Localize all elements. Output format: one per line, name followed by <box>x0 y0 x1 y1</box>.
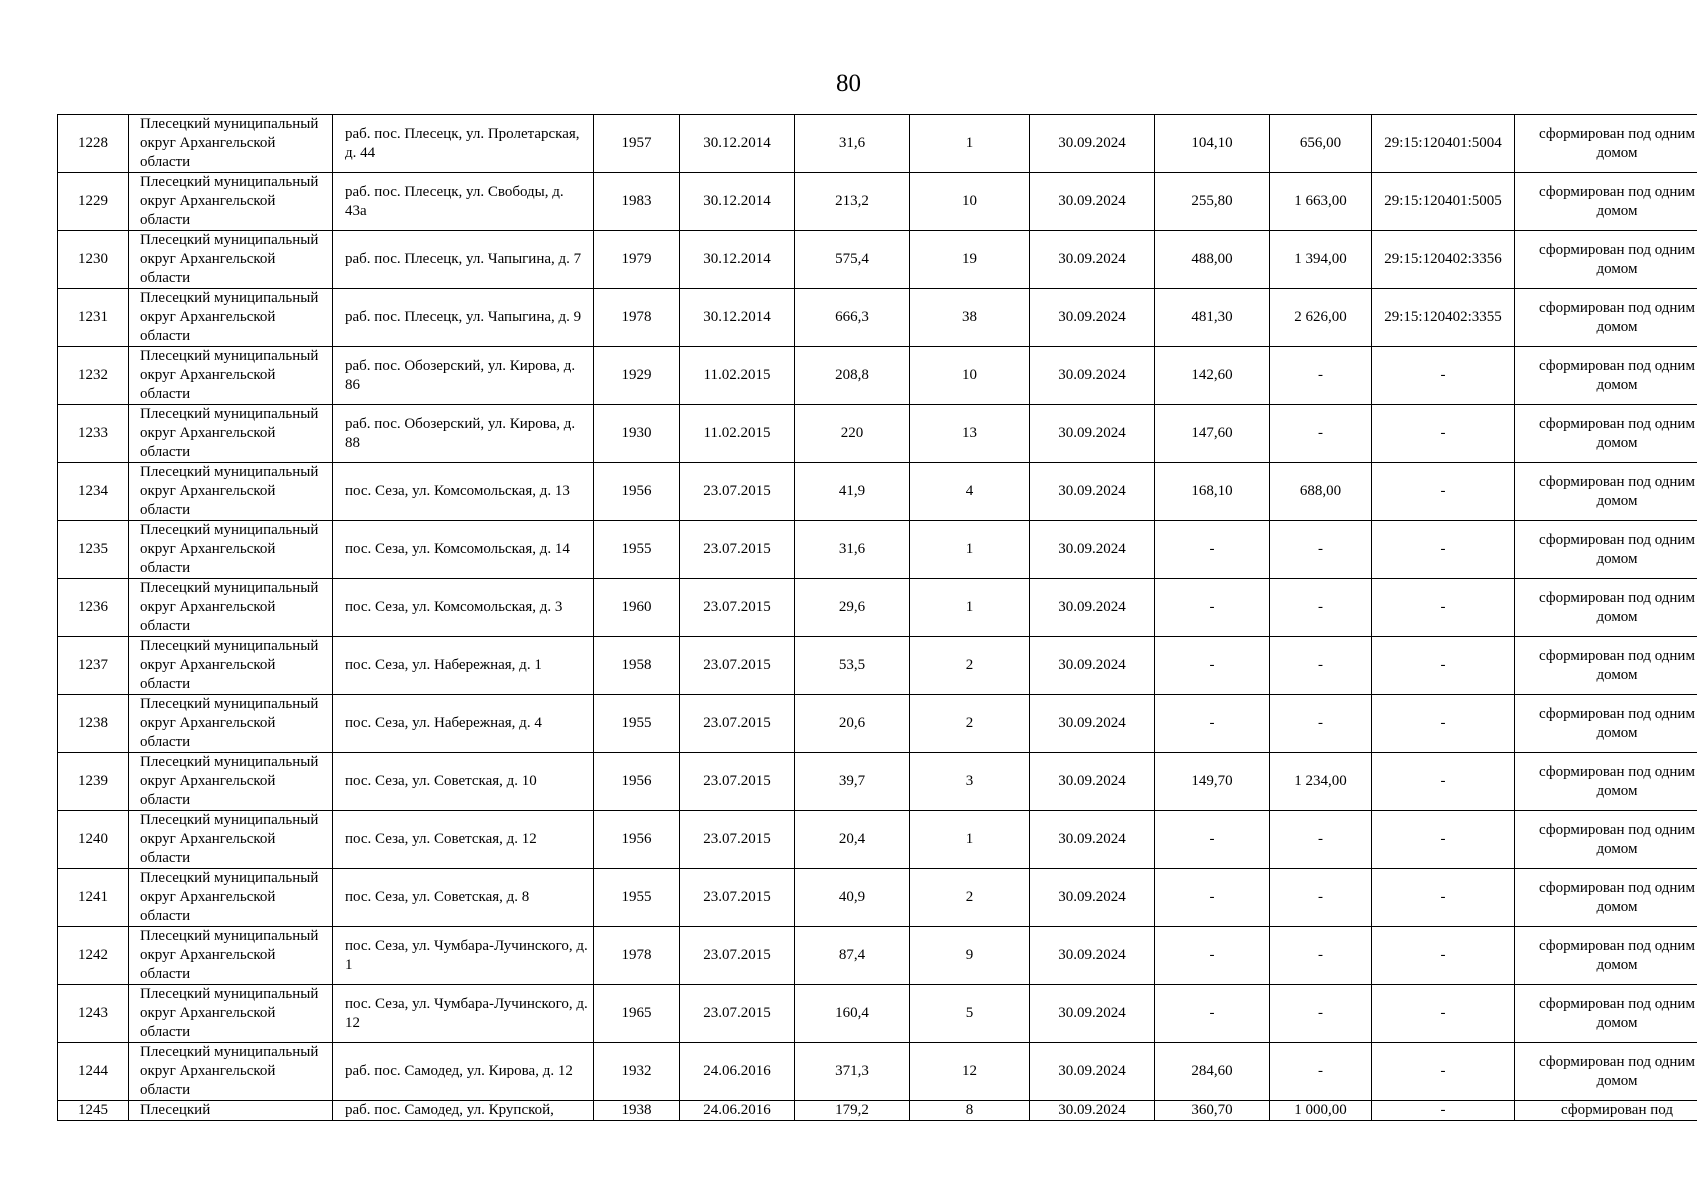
table-row <box>58 231 1697 289</box>
recognition-date-cell: 23.07.2015 <box>680 637 795 695</box>
residents-cell: 13 <box>910 405 1030 463</box>
year-cell: 1955 <box>594 869 680 927</box>
land-status-cell: сформирован под одним домом <box>1515 811 1697 869</box>
table-row <box>58 347 1697 405</box>
row-number-cell: 1241 <box>58 869 129 927</box>
residents-cell: 19 <box>910 231 1030 289</box>
address-cell: раб. пос. Обозерский, ул. Кирова, д. 88 <box>333 405 594 463</box>
table-row <box>58 869 1697 927</box>
value-cell-b: 1 663,00 <box>1270 173 1372 231</box>
value-cell-a: 142,60 <box>1155 347 1270 405</box>
land-status-cell: сформирован под одним домом <box>1515 927 1697 985</box>
row-number-cell: 1240 <box>58 811 129 869</box>
year-cell: 1983 <box>594 173 680 231</box>
planned-date-cell: 30.09.2024 <box>1030 753 1155 811</box>
recognition-date-cell: 11.02.2015 <box>680 405 795 463</box>
address-cell: пос. Сеза, ул. Чумбара-Лучинского, д. 1 <box>333 927 594 985</box>
value-cell-a: - <box>1155 927 1270 985</box>
area-cell: 31,6 <box>795 521 910 579</box>
land-status-cell: сформирован под одним домом <box>1515 579 1697 637</box>
address-cell: раб. пос. Самодед, ул. Крупской, <box>333 1101 594 1121</box>
area-cell: 220 <box>795 405 910 463</box>
planned-date-cell: 30.09.2024 <box>1030 521 1155 579</box>
year-cell: 1930 <box>594 405 680 463</box>
value-cell-b: - <box>1270 579 1372 637</box>
table-row <box>58 405 1697 463</box>
residents-cell: 8 <box>910 1101 1030 1121</box>
residents-cell: 10 <box>910 173 1030 231</box>
value-cell-b: - <box>1270 405 1372 463</box>
table-row <box>58 521 1697 579</box>
table-row <box>58 985 1697 1043</box>
residents-cell: 9 <box>910 927 1030 985</box>
area-cell: 53,5 <box>795 637 910 695</box>
row-number-cell: 1235 <box>58 521 129 579</box>
value-cell-b: - <box>1270 637 1372 695</box>
land-status-cell: сформирован под одним домом <box>1515 637 1697 695</box>
land-status-cell: сформирован под одним домом <box>1515 405 1697 463</box>
area-cell: 31,6 <box>795 115 910 173</box>
planned-date-cell: 30.09.2024 <box>1030 695 1155 753</box>
recognition-date-cell: 30.12.2014 <box>680 115 795 173</box>
value-cell-b: - <box>1270 1043 1372 1101</box>
year-cell: 1929 <box>594 347 680 405</box>
owner-cell: Плесецкий муниципальный округ Архангельской области <box>129 985 333 1043</box>
land-status-cell: сформирован под одним домом <box>1515 985 1697 1043</box>
year-cell: 1965 <box>594 985 680 1043</box>
recognition-date-cell: 11.02.2015 <box>680 347 795 405</box>
area-cell: 575,4 <box>795 231 910 289</box>
planned-date-cell: 30.09.2024 <box>1030 173 1155 231</box>
area-cell: 20,4 <box>795 811 910 869</box>
owner-cell: Плесецкий муниципальный округ Архангельской области <box>129 115 333 173</box>
land-status-cell: сформирован под одним домом <box>1515 521 1697 579</box>
year-cell: 1932 <box>594 1043 680 1101</box>
land-status-cell: сформирован под одним домом <box>1515 1043 1697 1101</box>
owner-cell: Плесецкий муниципальный округ Архангельской области <box>129 753 333 811</box>
value-cell-a: 255,80 <box>1155 173 1270 231</box>
residents-cell: 2 <box>910 869 1030 927</box>
row-number-cell: 1234 <box>58 463 129 521</box>
planned-date-cell: 30.09.2024 <box>1030 289 1155 347</box>
planned-date-cell: 30.09.2024 <box>1030 463 1155 521</box>
owner-cell: Плесецкий муниципальный округ Архангельской области <box>129 405 333 463</box>
table-row <box>58 753 1697 811</box>
address-cell: раб. пос. Плесецк, ул. Чапыгина, д. 7 <box>333 231 594 289</box>
year-cell: 1960 <box>594 579 680 637</box>
owner-cell: Плесецкий муниципальный округ Архангельской области <box>129 695 333 753</box>
year-cell: 1938 <box>594 1101 680 1121</box>
residents-cell: 1 <box>910 521 1030 579</box>
area-cell: 208,8 <box>795 347 910 405</box>
recognition-date-cell: 24.06.2016 <box>680 1101 795 1121</box>
row-number-cell: 1236 <box>58 579 129 637</box>
residents-cell: 2 <box>910 637 1030 695</box>
table-row <box>58 637 1697 695</box>
year-cell: 1978 <box>594 289 680 347</box>
value-cell-a: 149,70 <box>1155 753 1270 811</box>
owner-cell: Плесецкий муниципальный округ Архангельской области <box>129 927 333 985</box>
area-cell: 160,4 <box>795 985 910 1043</box>
address-cell: раб. пос. Плесецк, ул. Пролетарская, д. 44 <box>333 115 594 173</box>
residents-cell: 1 <box>910 115 1030 173</box>
owner-cell: Плесецкий муниципальный округ Архангельской области <box>129 811 333 869</box>
recognition-date-cell: 23.07.2015 <box>680 579 795 637</box>
planned-date-cell: 30.09.2024 <box>1030 1043 1155 1101</box>
owner-cell: Плесецкий муниципальный округ Архангельской области <box>129 637 333 695</box>
cadastral-number-cell: 29:15:120402:3356 <box>1372 231 1515 289</box>
value-cell-a: - <box>1155 579 1270 637</box>
owner-cell: Плесецкий муниципальный округ Архангельской области <box>129 521 333 579</box>
residents-cell: 38 <box>910 289 1030 347</box>
residents-cell: 10 <box>910 347 1030 405</box>
row-number-cell: 1231 <box>58 289 129 347</box>
value-cell-a: 104,10 <box>1155 115 1270 173</box>
planned-date-cell: 30.09.2024 <box>1030 927 1155 985</box>
value-cell-a: - <box>1155 985 1270 1043</box>
table-row <box>58 289 1697 347</box>
table-row <box>58 1101 1697 1121</box>
address-cell: пос. Сеза, ул. Советская, д. 10 <box>333 753 594 811</box>
area-cell: 213,2 <box>795 173 910 231</box>
owner-cell: Плесецкий муниципальный округ Архангельской области <box>129 173 333 231</box>
value-cell-b: - <box>1270 695 1372 753</box>
value-cell-a: 481,30 <box>1155 289 1270 347</box>
value-cell-a: - <box>1155 869 1270 927</box>
table-row <box>58 115 1697 173</box>
residents-cell: 12 <box>910 1043 1030 1101</box>
residents-cell: 3 <box>910 753 1030 811</box>
recognition-date-cell: 23.07.2015 <box>680 869 795 927</box>
planned-date-cell: 30.09.2024 <box>1030 985 1155 1043</box>
row-number-cell: 1228 <box>58 115 129 173</box>
cadastral-number-cell: 29:15:120402:3355 <box>1372 289 1515 347</box>
address-cell: раб. пос. Плесецк, ул. Чапыгина, д. 9 <box>333 289 594 347</box>
value-cell-a: - <box>1155 811 1270 869</box>
cadastral-number-cell: - <box>1372 637 1515 695</box>
planned-date-cell: 30.09.2024 <box>1030 231 1155 289</box>
table-body <box>58 115 1697 1121</box>
table-row <box>58 579 1697 637</box>
area-cell: 40,9 <box>795 869 910 927</box>
year-cell: 1978 <box>594 927 680 985</box>
residents-cell: 5 <box>910 985 1030 1043</box>
year-cell: 1979 <box>594 231 680 289</box>
land-status-cell: сформирован под одним домом <box>1515 231 1697 289</box>
land-status-cell: сформирован под одним домом <box>1515 289 1697 347</box>
owner-cell: Плесецкий муниципальный округ Архангельской области <box>129 289 333 347</box>
row-number-cell: 1239 <box>58 753 129 811</box>
value-cell-b: - <box>1270 347 1372 405</box>
value-cell-b: 2 626,00 <box>1270 289 1372 347</box>
year-cell: 1955 <box>594 521 680 579</box>
address-cell: пос. Сеза, ул. Набережная, д. 4 <box>333 695 594 753</box>
planned-date-cell: 30.09.2024 <box>1030 869 1155 927</box>
table-row <box>58 811 1697 869</box>
recognition-date-cell: 23.07.2015 <box>680 521 795 579</box>
recognition-date-cell: 30.12.2014 <box>680 289 795 347</box>
page-number: 80 <box>836 70 861 97</box>
value-cell-b: - <box>1270 869 1372 927</box>
recognition-date-cell: 30.12.2014 <box>680 173 795 231</box>
value-cell-a: 284,60 <box>1155 1043 1270 1101</box>
cadastral-number-cell: - <box>1372 753 1515 811</box>
value-cell-a: - <box>1155 695 1270 753</box>
cadastral-number-cell: 29:15:120401:5005 <box>1372 173 1515 231</box>
owner-cell: Плесецкий <box>129 1101 333 1121</box>
year-cell: 1958 <box>594 637 680 695</box>
address-cell: пос. Сеза, ул. Комсомольская, д. 14 <box>333 521 594 579</box>
value-cell-a: 168,10 <box>1155 463 1270 521</box>
area-cell: 179,2 <box>795 1101 910 1121</box>
area-cell: 666,3 <box>795 289 910 347</box>
recognition-date-cell: 23.07.2015 <box>680 811 795 869</box>
row-number-cell: 1230 <box>58 231 129 289</box>
value-cell-b: - <box>1270 927 1372 985</box>
table-row <box>58 695 1697 753</box>
cadastral-number-cell: - <box>1372 985 1515 1043</box>
year-cell: 1956 <box>594 463 680 521</box>
area-cell: 20,6 <box>795 695 910 753</box>
row-number-cell: 1229 <box>58 173 129 231</box>
value-cell-b: - <box>1270 985 1372 1043</box>
recognition-date-cell: 23.07.2015 <box>680 695 795 753</box>
cadastral-number-cell: - <box>1372 695 1515 753</box>
table-row <box>58 927 1697 985</box>
owner-cell: Плесецкий муниципальный округ Архангельской области <box>129 231 333 289</box>
row-number-cell: 1242 <box>58 927 129 985</box>
owner-cell: Плесецкий муниципальный округ Архангельской области <box>129 579 333 637</box>
recognition-date-cell: 23.07.2015 <box>680 463 795 521</box>
row-number-cell: 1243 <box>58 985 129 1043</box>
value-cell-b: 688,00 <box>1270 463 1372 521</box>
area-cell: 41,9 <box>795 463 910 521</box>
cadastral-number-cell: - <box>1372 463 1515 521</box>
cadastral-number-cell: - <box>1372 405 1515 463</box>
table-row <box>58 173 1697 231</box>
address-cell: раб. пос. Плесецк, ул. Свободы, д. 43а <box>333 173 594 231</box>
cadastral-number-cell: - <box>1372 347 1515 405</box>
planned-date-cell: 30.09.2024 <box>1030 347 1155 405</box>
year-cell: 1957 <box>594 115 680 173</box>
year-cell: 1956 <box>594 753 680 811</box>
value-cell-a: 360,70 <box>1155 1101 1270 1121</box>
area-cell: 371,3 <box>795 1043 910 1101</box>
recognition-date-cell: 30.12.2014 <box>680 231 795 289</box>
planned-date-cell: 30.09.2024 <box>1030 811 1155 869</box>
planned-date-cell: 30.09.2024 <box>1030 1101 1155 1121</box>
row-number-cell: 1244 <box>58 1043 129 1101</box>
land-status-cell: сформирован под одним домом <box>1515 173 1697 231</box>
row-number-cell: 1233 <box>58 405 129 463</box>
cadastral-number-cell: - <box>1372 811 1515 869</box>
address-cell: пос. Сеза, ул. Набережная, д. 1 <box>333 637 594 695</box>
owner-cell: Плесецкий муниципальный округ Архангельской области <box>129 1043 333 1101</box>
row-number-cell: 1245 <box>58 1101 129 1121</box>
planned-date-cell: 30.09.2024 <box>1030 405 1155 463</box>
address-cell: пос. Сеза, ул. Чумбара-Лучинского, д. 12 <box>333 985 594 1043</box>
row-number-cell: 1237 <box>58 637 129 695</box>
address-cell: пос. Сеза, ул. Комсомольская, д. 3 <box>333 579 594 637</box>
value-cell-b: 1 234,00 <box>1270 753 1372 811</box>
year-cell: 1956 <box>594 811 680 869</box>
address-cell: раб. пос. Самодед, ул. Кирова, д. 12 <box>333 1043 594 1101</box>
value-cell-b: - <box>1270 811 1372 869</box>
address-cell: пос. Сеза, ул. Советская, д. 12 <box>333 811 594 869</box>
land-status-cell: сформирован под одним домом <box>1515 695 1697 753</box>
recognition-date-cell: 23.07.2015 <box>680 927 795 985</box>
land-status-cell: сформирован под одним домом <box>1515 347 1697 405</box>
land-status-cell: сформирован под одним домом <box>1515 753 1697 811</box>
residents-cell: 1 <box>910 579 1030 637</box>
land-status-cell: сформирован под <box>1515 1101 1697 1121</box>
recognition-date-cell: 23.07.2015 <box>680 985 795 1043</box>
table-row <box>58 463 1697 521</box>
residents-cell: 4 <box>910 463 1030 521</box>
row-number-cell: 1232 <box>58 347 129 405</box>
address-cell: пос. Сеза, ул. Комсомольская, д. 13 <box>333 463 594 521</box>
value-cell-b: 1 000,00 <box>1270 1101 1372 1121</box>
land-status-cell: сформирован под одним домом <box>1515 869 1697 927</box>
row-number-cell: 1238 <box>58 695 129 753</box>
value-cell-a: 488,00 <box>1155 231 1270 289</box>
area-cell: 29,6 <box>795 579 910 637</box>
planned-date-cell: 30.09.2024 <box>1030 637 1155 695</box>
value-cell-a: - <box>1155 521 1270 579</box>
cadastral-number-cell: - <box>1372 927 1515 985</box>
housing-registry-table <box>57 114 1697 1121</box>
residents-cell: 1 <box>910 811 1030 869</box>
value-cell-b: 1 394,00 <box>1270 231 1372 289</box>
area-cell: 39,7 <box>795 753 910 811</box>
year-cell: 1955 <box>594 695 680 753</box>
owner-cell: Плесецкий муниципальный округ Архангельской области <box>129 347 333 405</box>
planned-date-cell: 30.09.2024 <box>1030 579 1155 637</box>
cadastral-number-cell: - <box>1372 869 1515 927</box>
area-cell: 87,4 <box>795 927 910 985</box>
value-cell-b: 656,00 <box>1270 115 1372 173</box>
recognition-date-cell: 23.07.2015 <box>680 753 795 811</box>
recognition-date-cell: 24.06.2016 <box>680 1043 795 1101</box>
address-cell: пос. Сеза, ул. Советская, д. 8 <box>333 869 594 927</box>
address-cell: раб. пос. Обозерский, ул. Кирова, д. 86 <box>333 347 594 405</box>
cadastral-number-cell: - <box>1372 1043 1515 1101</box>
table-row <box>58 1043 1697 1101</box>
cadastral-number-cell: - <box>1372 1101 1515 1121</box>
value-cell-b: - <box>1270 521 1372 579</box>
owner-cell: Плесецкий муниципальный округ Архангельской области <box>129 869 333 927</box>
cadastral-number-cell: 29:15:120401:5004 <box>1372 115 1515 173</box>
residents-cell: 2 <box>910 695 1030 753</box>
cadastral-number-cell: - <box>1372 521 1515 579</box>
planned-date-cell: 30.09.2024 <box>1030 115 1155 173</box>
cadastral-number-cell: - <box>1372 579 1515 637</box>
owner-cell: Плесецкий муниципальный округ Архангельской области <box>129 463 333 521</box>
value-cell-a: - <box>1155 637 1270 695</box>
land-status-cell: сформирован под одним домом <box>1515 115 1697 173</box>
land-status-cell: сформирован под одним домом <box>1515 463 1697 521</box>
value-cell-a: 147,60 <box>1155 405 1270 463</box>
